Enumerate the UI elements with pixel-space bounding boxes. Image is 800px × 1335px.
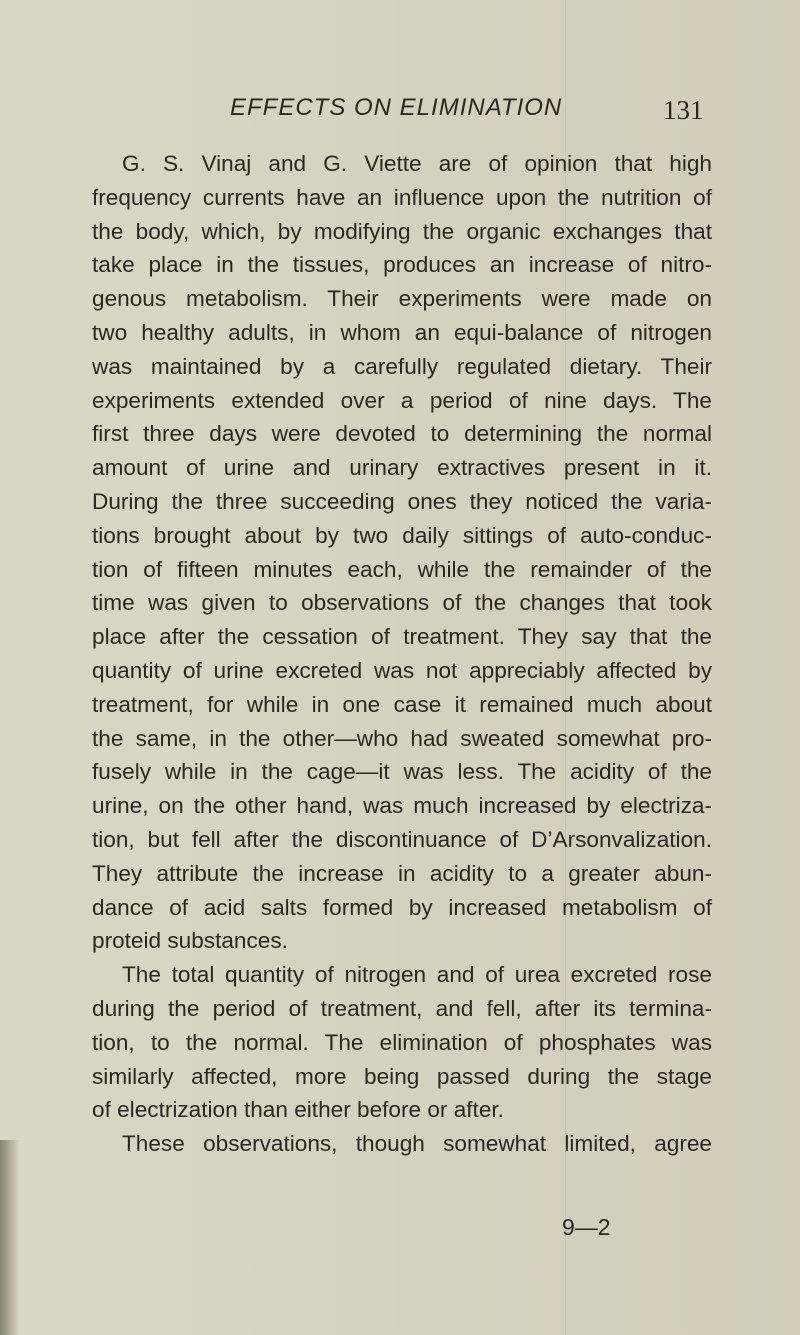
page-number: 131 xyxy=(663,95,704,125)
text-line: They attribute the increase in acidity to a greater abun- xyxy=(92,860,712,886)
text-line: the body, which, by modifying the organic exchanges that xyxy=(92,218,712,244)
text-line: first three days were devoted to determining the normal xyxy=(92,421,712,447)
text-line: time was given to observations of the changes that took xyxy=(92,590,712,616)
body-text xyxy=(92,147,712,1161)
text-line: take place in the tissues, produces an increase of nitro- xyxy=(92,252,712,278)
text-line: frequency currents have an influence upon the nutrition of xyxy=(92,184,712,210)
text-line: during the period of treatment, and fell, after its termina- xyxy=(92,995,712,1021)
text-line: the same, in the other—who had sweated somewhat pro- xyxy=(92,725,712,751)
text-line: treatment, for while in one case it remained much about xyxy=(92,691,712,717)
text-line: was maintained by a carefully regulated dietary. Their xyxy=(92,353,712,379)
text-line: During the three succeeding ones they noticed the varia- xyxy=(92,488,712,514)
text-line: quantity of urine excreted was not appreciably affected by xyxy=(92,657,712,683)
text-line: fusely while in the cage—it was less. The acidity of the xyxy=(92,759,712,785)
text-line: These observations, though somewhat limited, agree xyxy=(122,1131,712,1157)
text-line: genous metabolism. Their experiments were made on xyxy=(92,286,712,312)
text-line: tion, to the normal. The elimination of phosphates was xyxy=(92,1029,712,1055)
text-line: of electrization than either before or after. xyxy=(92,1097,504,1123)
text-line: place after the cessation of treatment. They say that the xyxy=(92,624,712,650)
signature-mark: 9—2 xyxy=(562,1214,611,1240)
text-line: G. S. Vinaj and G. Viette are of opinion that high xyxy=(122,151,712,176)
running-head xyxy=(0,90,800,130)
text-line: dance of acid salts formed by increased metabolism of xyxy=(92,894,712,920)
text-line: urine, on the other hand, was much increased by electriza- xyxy=(92,793,712,819)
text-line: tion, but fell after the discontinuance of D’Arsonvalization. xyxy=(92,826,712,852)
running-head-title: EFFECTS ON ELIMINATION xyxy=(230,94,563,121)
page-edge-shadow xyxy=(0,1140,20,1335)
text-line: amount of urine and urinary extractives present in it. xyxy=(92,455,712,481)
text-line: tion of fifteen minutes each, while the remainder of the xyxy=(92,556,712,582)
text-line: proteid substances. xyxy=(92,928,288,954)
text-line: two healthy adults, in whom an equi-balance of nitrogen xyxy=(92,319,712,345)
text-line: similarly affected, more being passed during the stage xyxy=(92,1063,712,1089)
text-line: tions brought about by two daily sittings of auto-conduc- xyxy=(92,522,712,548)
text-line: experiments extended over a period of nine days. The xyxy=(92,387,712,413)
text-line: The total quantity of nitrogen and of urea excreted rose xyxy=(122,962,712,988)
